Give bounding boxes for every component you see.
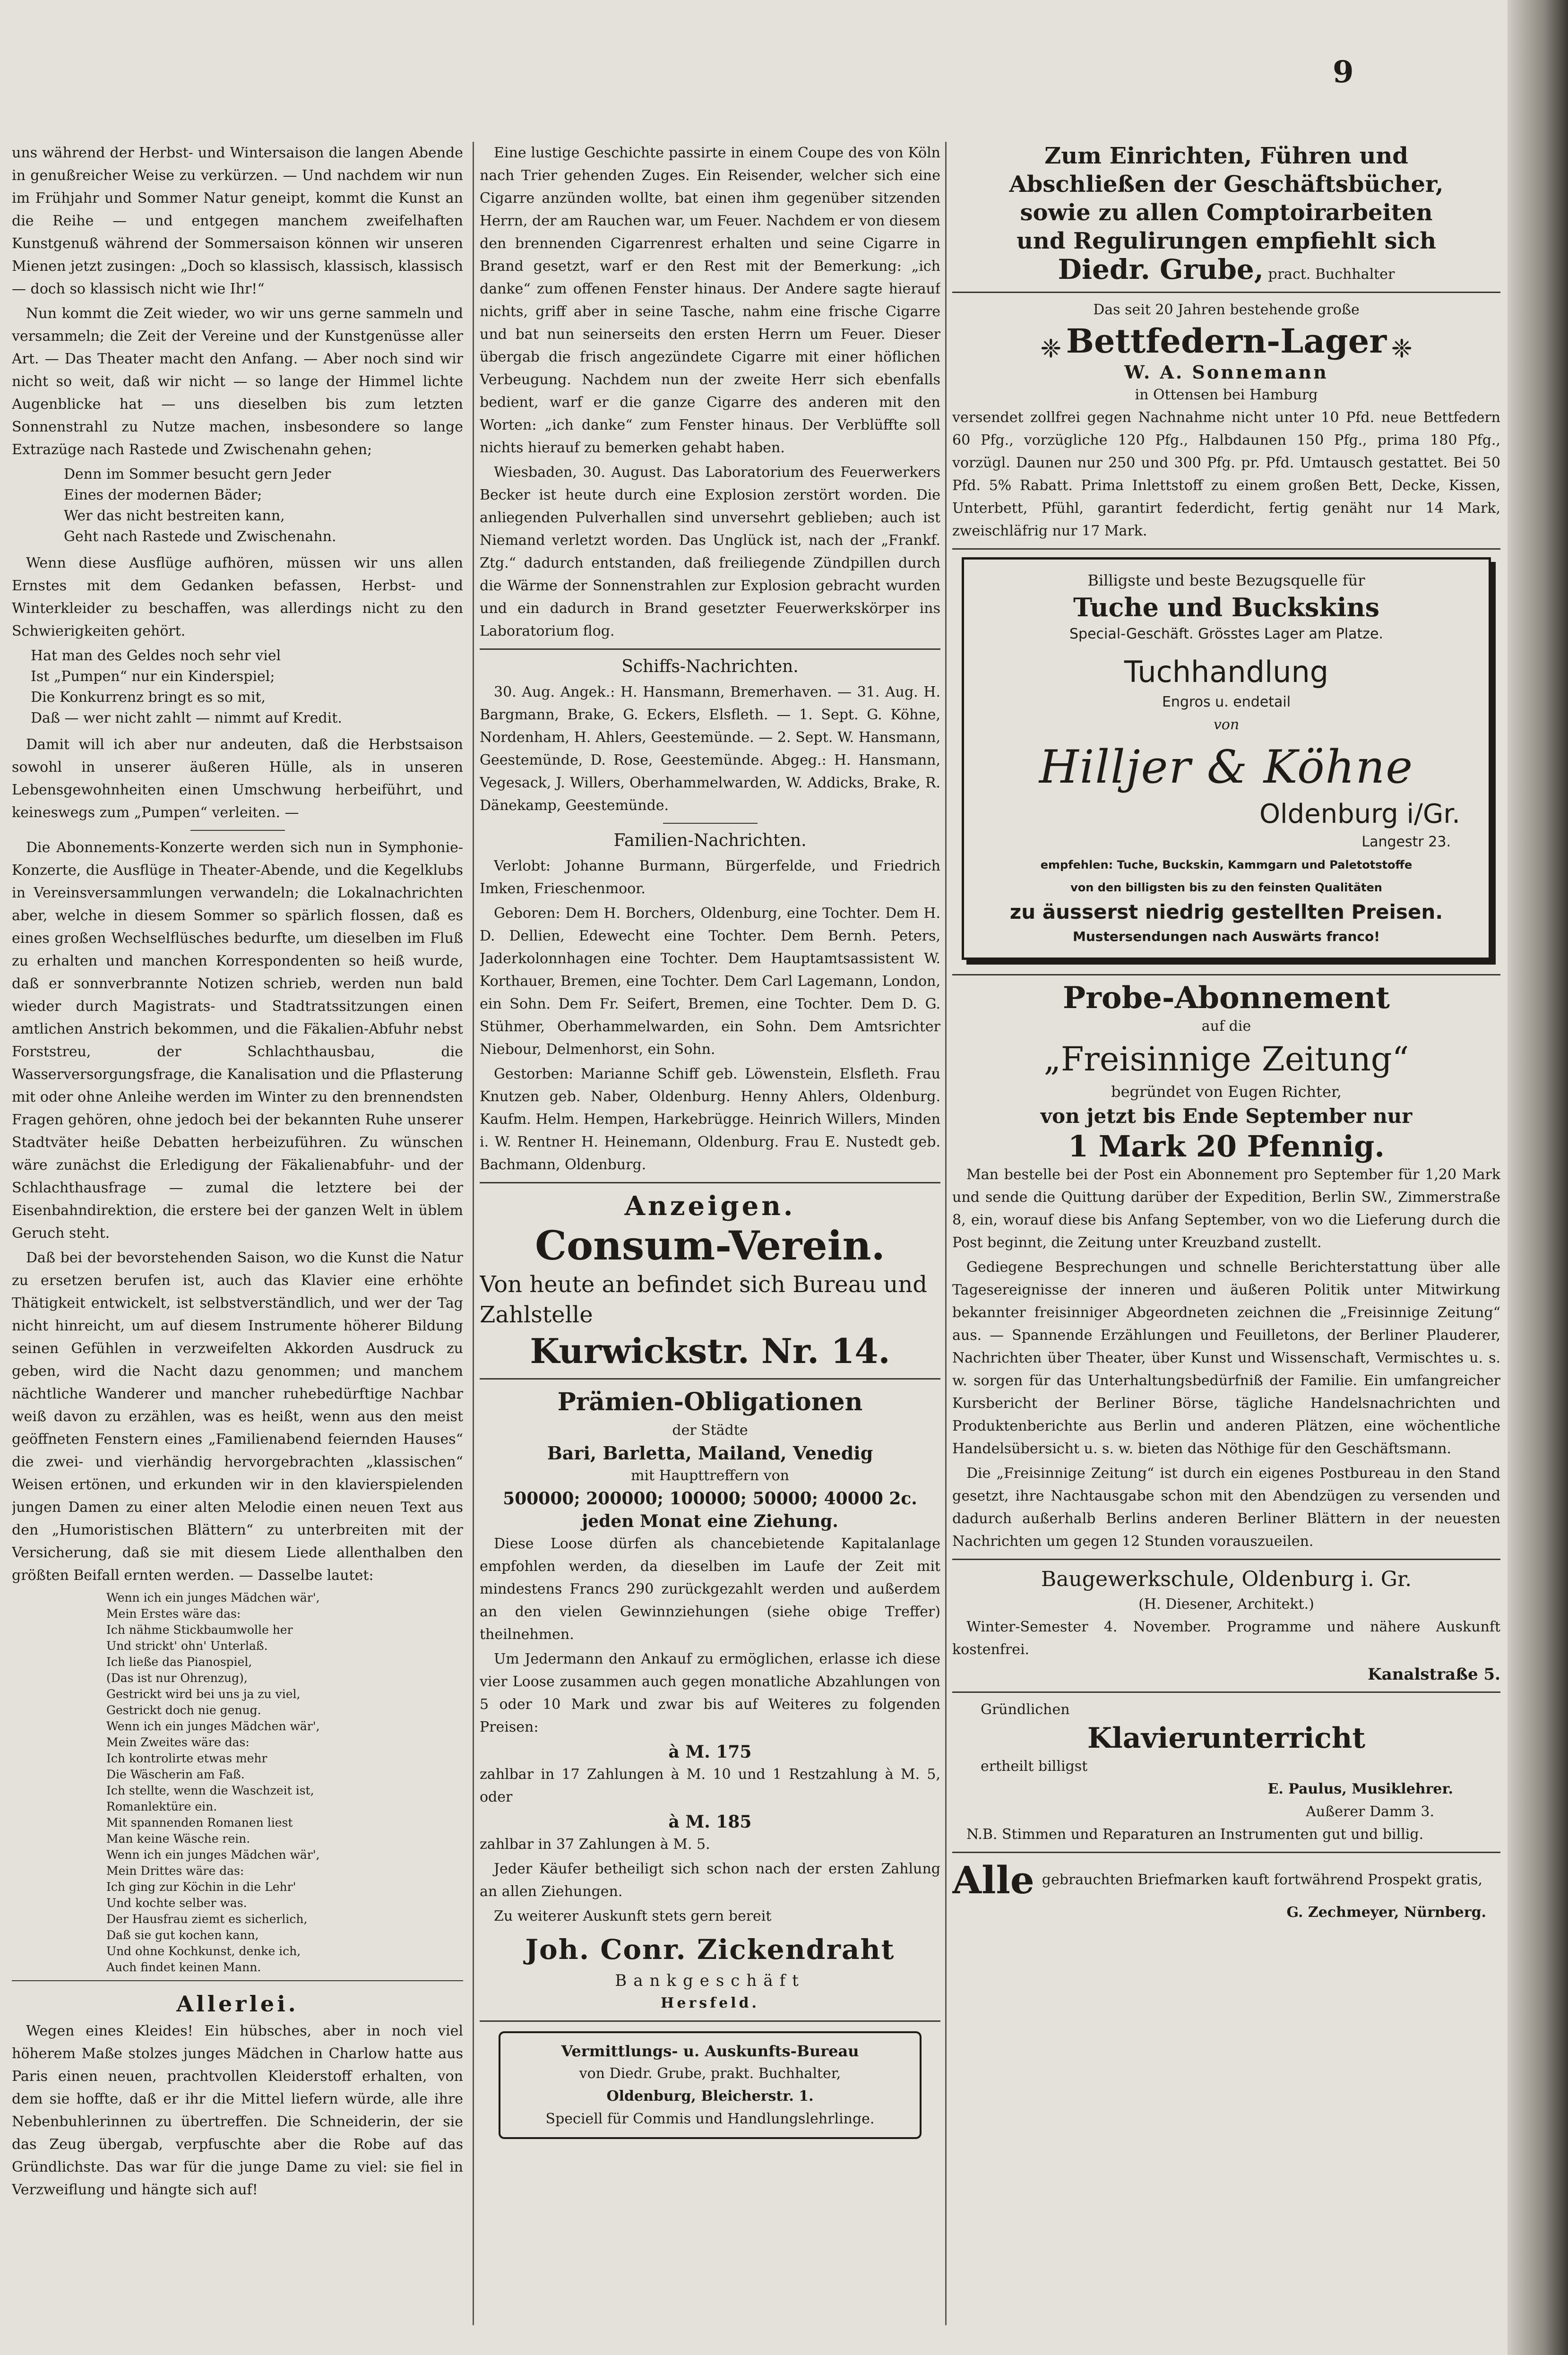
divider xyxy=(952,1852,1500,1853)
consum-text: Von heute an befindet sich Bureau und Zahlstelle xyxy=(480,1271,927,1328)
poem-line: Auch findet keinen Mann. xyxy=(106,1960,261,1974)
article-paragraph: Wiesbaden, 30. August. Das Laboratorium des Feuerwerkers Becker ist heute durch eine Explosion zerstört worden. Die anliegenden Pulverhallen sind unversehrt geblieben; auch ist Niemand verletzt worden. Das Unglück ist, nach der „Frankf. Ztg.“ dadurch entstanden, daß freiliegende Zündpillen durch die Wärme der Sonnenstrahlen zur Explosion gebracht wurden und ein dadurch in Brand gesetzter Feuerwerkskörper ins Laboratorium flog. xyxy=(480,464,940,639)
grube-line: Abschließen der Geschäftsbücher, xyxy=(1009,171,1444,198)
tuch-line: Mustersendungen nach Auswärts franco! xyxy=(1072,929,1380,944)
praemien-sub: der Städte xyxy=(672,1422,748,1439)
bank-city: Hersfeld. xyxy=(661,1995,759,2011)
brief-name: G. Zechmeyer, Nürnberg. xyxy=(1286,1904,1486,1921)
news-paragraph: Verlobt: Johanne Burmann, Bürgerfelde, und Friedrich Imken, Frieschenmoor. xyxy=(480,858,940,897)
divider xyxy=(663,823,758,824)
ad-paragraph: Zu weiterer Auskunft stets gern bereit xyxy=(494,1908,772,1924)
tuch-line: von xyxy=(1213,716,1240,733)
poem-line: Und strickt' ohn' Unterlaß. xyxy=(106,1639,268,1653)
column-1 xyxy=(12,142,463,2316)
bureau-title: Vermittlungs- u. Auskunfts-Bureau xyxy=(561,2042,859,2060)
poem-line: Mein Drittes wäre das: xyxy=(106,1864,244,1878)
news-paragraph: 30. Aug. Angek.: H. Hansmann, Bremerhaven. — 31. Aug. H. Bargmann, Brake, G. Eckers, Elsfleth. — 1. Sept. G. Köhne, Nordenham, H. Ahlers, Geestemünde. — 2. Sept. W. Hansmann, Geestemünde, D. Rose, Geestemünde. Abgeg.: H. Hansmann, Vegesack, J. Willers, Oberhammelwarden, W. Addicks, Brake, R. Dänekamp, Geestemünde. xyxy=(480,684,940,814)
section-heading-allerlei: Allerlei. xyxy=(176,1991,299,2017)
poem-line: Gestrickt doch nie genug. xyxy=(106,1703,261,1717)
probe-paper: „Freisinnige Zeitung“ xyxy=(1043,1040,1409,1078)
section-heading-schiffs: Schiffs-Nachrichten. xyxy=(621,657,799,676)
klavier-text: ertheilt billigst xyxy=(981,1758,1088,1775)
flourish-icon: ❈ xyxy=(1391,334,1413,363)
divider xyxy=(12,1980,463,1981)
bureau-ad-box xyxy=(499,2031,922,2139)
divider xyxy=(480,1378,940,1380)
tuch-line: von den billigsten bis zu den feinsten Qualitäten xyxy=(1070,881,1382,894)
tuch-line: Special-Geschäft. Grösstes Lager am Platze. xyxy=(1069,626,1383,642)
article-paragraph: uns während der Herbst- und Wintersaison die langen Abende in genußreicher Weise zu verkürzen. — Und nachdem wir nun im Frühjahr und Sommer Natur geneipt, kommt die Kunst an die Reihe — und entgegen manchem zweifelhaften Kunstgenuß während der Sommersaison können wir unseren Mienen jetzt zusingen: „Doch so klassisch, klassisch, klassisch — doch so klassisch nicht wie Ihr!“ xyxy=(12,145,463,297)
divider xyxy=(480,2020,940,2022)
grube-signature xyxy=(952,253,1500,286)
article-paragraph: Wegen eines Kleides! Ein hübsches, aber in noch viel höherem Maße stolzes junges Mädchen in Charlow hatte aus Paris einen neuen, prachtvollen Kleiderstoff erhalten, von dem sie hoffte, daß er ihr die Mittel liefern würde, alle ihre Nebenbuhlerinnen zu übertreffen. Die Schneiderin, der sie das Zeug übergab, verpfuschte aber die Robe auf das Gründlichste. Das war für die junge Dame zu viel: sie fiel in Verzweiflung und hängte sich auf! xyxy=(12,2023,463,2198)
klavier-title: Klavierunterricht xyxy=(1087,1722,1366,1755)
tuch-city: Oldenburg i/Gr. xyxy=(1259,799,1460,829)
bau-address: Kanalstraße 5. xyxy=(1368,1665,1500,1684)
consum-title: Consum-Verein. xyxy=(535,1222,885,1269)
consum-address: Kurwickstr. Nr. 14. xyxy=(530,1331,890,1371)
price-2: à M. 185 xyxy=(668,1812,752,1832)
divider xyxy=(190,830,285,831)
klavier-intro: Gründlichen xyxy=(981,1701,1070,1718)
tuch-line: Engros u. endetail xyxy=(1162,694,1291,710)
tuch-street: Langestr 23. xyxy=(1361,834,1451,850)
poem-line: Ich kontrolirte etwas mehr xyxy=(106,1751,267,1765)
bett-city: in Ottensen bei Hamburg xyxy=(1135,387,1318,403)
article-paragraph: Wenn diese Ausflüge aufhören, müssen wir uns allen Ernstes mit dem Gedanken befassen, Herbst- und Winterkleider zu beschaffen, was allerdings nicht zu den Schwierigkeiten gehört. xyxy=(12,555,463,639)
page-shadow xyxy=(1508,0,1568,2355)
price-1: à M. 175 xyxy=(668,1742,752,1762)
bett-firm: W. A. Sonnemann xyxy=(1124,362,1328,383)
ad-paragraph: versendet zollfrei gegen Nachnahme nicht unter 10 Pfd. neue Bettfedern 60 Pfg., vorzügliche 120 Pfg., Halbdaunen 150 Pfg., prima 180 Pfg., vorzügl. Daunen nur 250 und 300 Pfg. pr. Pfd. Umtausch gestattet. Bei 50 Pfd. 5% Rabatt. Prima Inlettstoff zu einem großen Bett, Decke, Kissen, Unterbett, Pfühl, garantirt federdicht, fertig genäht nur 14 Mark, zweischläfrig nur 17 Mark. xyxy=(952,409,1500,539)
poem-line: Romanlektüre ein. xyxy=(106,1800,217,1813)
article-paragraph: Nun kommt die Zeit wieder, wo wir uns gerne sammeln und versammeln; die Zeit der Vereine und der Kunstgenüsse aller Art. — Das Theater macht den Anfang. — Aber noch sind wir nicht so weit, daß wir nicht — so lange der Himmel lichte Augenblicke hat — uns dieselben bis zum letzten Sonnenstrahl zu Nutze machen, insbesondere so lange Extrazüge nach Rastede und Zwischenahn gehen; xyxy=(12,305,463,458)
klavier-address: Außerer Damm 3. xyxy=(1306,1803,1434,1820)
verse-block xyxy=(31,646,463,729)
column-2 xyxy=(480,142,940,2316)
tuch-line: empfehlen: Tuche, Buckskin, Kammgarn und Paletotstoffe xyxy=(1040,858,1413,871)
ad-paragraph: Gediegene Besprechungen und schnelle Berichterstattung über alle Tagesereignisse der inneren und äußeren Politik unter Mitwirkung bekannter freisinniger Abgeordneten zeichnen die „Freisinnige Zeitung“ aus. — Spannende Erzählungen und Feuilletons, der Berliner Plauderer, Nachrichten über Theater, über Kunst und Wissenschaft, Vermischtes u. s. w. sorgen für das Unterhaltungsbedürfniß der Familie. Ein umfangreicher Kursbericht der Berliner Börse, tägliche Handelsnachrichten und Produktenberichte aus Berlin und anderen Plätzen, eine wöchentliche Handelsübersicht u. s. w. bieten das Nöthige für den Geschäftsmann. xyxy=(952,1259,1500,1457)
ad-paragraph: Man bestelle bei der Post ein Abonnement pro September für 1,20 Mark und sende die Quittung darüber der Expedition, Berlin SW., Zimmerstraße 8, ein, worauf diese bis Anfang September, von wo die Lieferung durch die Post beginnt, die Zeitung unter Kreuzband zustellt. xyxy=(952,1166,1500,1251)
verse-line: Hat man des Geldes noch sehr viel xyxy=(31,647,281,664)
probe-founder: begründet von Eugen Richter, xyxy=(1111,1083,1342,1101)
column-rule xyxy=(473,142,474,2325)
tuch-line: zu äusserst niedrig gestellten Preisen. xyxy=(1009,900,1443,923)
poem-line: Mein Erstes wäre das: xyxy=(106,1607,241,1621)
poem-line: Ich ging zur Köchin in die Lehr' xyxy=(106,1880,296,1894)
brief-text: gebrauchten Briefmarken kauft fortwährend Prospekt gratis, xyxy=(1042,1872,1482,1888)
bureau-line: Oldenburg, Bleicherstr. 1. xyxy=(606,2088,814,2105)
divider xyxy=(952,1691,1500,1693)
poem-line: Daß sie gut kochen kann, xyxy=(106,1928,259,1942)
grube-line: und Regulirungen empfiehlt sich xyxy=(1017,228,1436,254)
divider xyxy=(952,548,1500,550)
column-rule xyxy=(945,142,947,2325)
bank-name: Joh. Conr. Zickendraht xyxy=(525,1933,895,1966)
poem-line: Ich nähme Stickbaumwolle her xyxy=(106,1623,293,1637)
divider xyxy=(952,292,1500,293)
section-heading-anzeigen: Anzeigen. xyxy=(624,1190,796,1222)
poem-block xyxy=(106,1590,463,1975)
grube-line: sowie zu allen Comptoirarbeiten xyxy=(1020,199,1433,226)
ad-paragraph: Die „Freisinnige Zeitung“ ist durch ein eigenes Postbureau in den Stand gesetzt, ihre Nachtausgabe schon mit den Abendzügen zu versenden und dadurch außerhalb Berlins anderen Berliner Blättern in der neuesten Nachrichten um gegen 12 Stunden vorauszueilen. xyxy=(952,1465,1500,1550)
verse-block xyxy=(64,464,463,547)
poem-line: Und kochte selber was. xyxy=(106,1896,247,1910)
verse-line: Geht nach Rastede und Zwischenahn. xyxy=(64,528,336,545)
verse-line: Daß — wer nicht zahlt — nimmt auf Kredit. xyxy=(31,710,342,726)
ad-paragraph: zahlbar in 17 Zahlungen à M. 10 und 1 Restzahlung à M. 5, oder xyxy=(480,1766,940,1805)
probe-price: 1 Mark 20 Pfennig. xyxy=(1068,1129,1385,1164)
divider xyxy=(952,974,1500,975)
grube-title: pract. Buchhalter xyxy=(1268,266,1395,283)
verse-line: Die Konkurrenz bringt es so mit, xyxy=(31,689,266,706)
news-paragraph: Gestorben: Marianne Schiff geb. Löwenstein, Elsfleth. Frau Knutzen geb. Naber, Oldenburg. Henny Ahlers, Oldenburg. Kaufm. Helm. Hempen, Harkebrügge. Heinrich Willers, Minden i. W. Rentner H. Heinemann, Oldenburg. Frau E. Nustedt geb. Bachmann, Oldenburg. xyxy=(480,1066,940,1173)
news-paragraph: Geboren: Dem H. Borchers, Oldenburg, eine Tochter. Dem H. D. Dellien, Edewecht eine Tochter. Dem Bernh. Peters, Jaderkolonnhagen eine Tochter. Dem Hauptamtsassistent W. Korthauer, Bremen, eine Tochter. Dem Carl Lagemann, London, ein Sohn. Dem Fr. Seifert, Bremen, eine Tochter. Dem D. G. Stühmer, Oberhammelwarden, ein Sohn. Dem Amtsrichter Niebour, Delmenhorst, ein Sohn. xyxy=(480,905,940,1058)
poem-line: Die Wäscherin am Faß. xyxy=(106,1768,245,1781)
tuch-ad-box xyxy=(962,557,1491,960)
flourish-icon: ❈ xyxy=(1040,334,1062,363)
verse-line: Denn im Sommer besucht gern Jeder xyxy=(64,466,331,483)
probe-title: Probe-Abonnement xyxy=(1063,980,1390,1016)
tuch-line: Tuche und Buckskins xyxy=(1073,592,1380,622)
ad-paragraph: Winter-Semester 4. November. Programme und nähere Auskunft kostenfrei. xyxy=(952,1619,1500,1658)
poem-line: Gestrickt wird bei uns ja zu viel, xyxy=(106,1687,301,1701)
grube-name: Diedr. Grube, xyxy=(1058,253,1264,285)
poem-line: Der Hausfrau ziemt es sicherlich, xyxy=(106,1912,308,1926)
poem-line: Ich ließe das Pianospiel, xyxy=(106,1655,252,1669)
poem-line: Wenn ich ein junges Mädchen wär', xyxy=(106,1591,320,1605)
article-paragraph: Daß bei der bevorstehenden Saison, wo die Kunst die Natur zu ersetzen berufen ist, auch das Klavier eine erhöhte Thätigkeit entwickelt, ist selbstverständlich, und wer der Tag nicht hinreicht, um auf diesem Instrumente höherer Bildung seinen Gefühlen in verzweifelten Akkorden Ausdruck zu geben, wird die Nacht dazu genommen; und manchem nächtliche Wanderer und mancher ruhebedürftige Nachbar weiß davon zu erzählen, was es heißt, wenn aus den meist geöffneten Fenstern eines „Familienabend feiernden Hauses“ die zwei- und vierhändig hervorgebrachten „klassischen“ Weisen ertönen, und erkunden wir in den klavierspielenden jungen Damen zu einer alten Melodie einen neuen Text aus den „Humoristischen Blättern“ zu unterbreiten mit der Versicherung, daß sie mit diesem Liede allenthalben den größten Beifall ernten werden. — Dasselbe lautet: xyxy=(12,1250,463,1584)
klavier-name: E. Paulus, Musiklehrer. xyxy=(1267,1781,1453,1797)
verse-line: Ist „Pumpen“ nur ein Kinderspiel; xyxy=(31,668,275,685)
bett-title-row xyxy=(952,321,1500,361)
divider xyxy=(952,1559,1500,1560)
page-number: 9 xyxy=(1333,54,1354,90)
bett-title: Bettfedern-Lager xyxy=(1066,321,1387,361)
praemien-title: Prämien-Obligationen xyxy=(557,1388,863,1416)
ad-paragraph: Diese Loose dürfen als chancebietende Kapitalanlage empfohlen werden, da dieselben im Laufe der Zeit mit mindestens Francs 290 zurückgezahlt werden und außerdem an den vielen Gewinnziehungen (siehe obige Treffer) theilnehmen. xyxy=(480,1535,940,1643)
article-paragraph: Die Abonnements-Konzerte werden sich nun in Symphonie-Konzerte, die Ausflüge in Theater-Abende, und die Kegelklubs in Vereinsversammlungen verwandeln; die Lokalnachrichten aber, welche in diesem Sommer so spärlich flossen, daß es eines großen Wechselflüsches bedurfte, um dieselben im Fluß zu erhalten und manchen Korrespondenten so heiß wurde, daß er sonnverbrannte Notizen schrieb, werden nun bald wieder durch Magistrats- und Stadtratssitzungen einen amtlichen Anstrich bekommen, und die Fäkalien-Abfuhr nebst Forststreu, der Schlachthausbau, die Wasserversorgungsfrage, die Kanalisation und die Pflasterung mit oder ohne Anleihe werden im Winter zu den brennendsten Fragen gehören, ohne jedoch bei der bekannten Ruhe unserer Stadtväter heiße Debatten herbeizuführen. Zu wünschen wäre zunächst die Erledigung der Fäkalienabfuhr- und der Schlachthausfrage — zumal die letztere bei der Eisenbahndirektion, die erstere bei der ganzen Welt in üblem Geruch steht. xyxy=(12,839,463,1242)
divider xyxy=(480,648,940,650)
tuch-line: Tuchhandlung xyxy=(1124,655,1329,689)
article-paragraph: Damit will ich aber nur andeuten, daß die Herbstsaison sowohl in unserer äußeren Hülle, als in unseren Lebensgewohnheiten einen Umschwung herbeiführt, und keineswegs zum „Pumpen“ verleiten. — xyxy=(12,736,463,821)
praemien-amounts: 500000; 200000; 100000; 50000; 40000 2c. xyxy=(503,1489,917,1509)
praemien-mit: mit Haupttreffern von xyxy=(630,1467,789,1484)
poem-line: Ich stellte, wenn die Waschzeit ist, xyxy=(106,1784,314,1797)
article-paragraph: Eine lustige Geschichte passirte in einem Coupe des von Köln nach Trier gehenden Zuges. Ein Reisender, welcher sich eine Cigarre anzünden wollte, bat einen ihm gegenüber sitzenden Herrn, der am Rauchen war, um Feuer. Nachdem er von diesem den brennenden Cigarrenrest erhalten und seine Cigarre in Brand gesetzt, warf er den Rest mit der Bemerkung: „ich danke“ zum offenen Fenster hinaus. Der Andere sagte hierauf nichts, griff aber in seine Tasche, nahm eine frische Cigarre und bat nun seinerseits den ersten Herrn um Feuer. Dieser übergab die frisch angezündete Cigarre mit einer höflichen Verbeugung. Nachdem nun der zweite Herr sich ebenfalls bedient, warf er die ganze Cigarre des anderen mit den Worten: „ich danke“ zum Fenster hinaus. Der Verblüffte soll nichts hierauf zu bemerken gehabt haben. xyxy=(480,145,940,456)
bett-intro: Das seit 20 Jahren bestehende große xyxy=(1093,302,1360,318)
bau-sub: (H. Diesener, Architekt.) xyxy=(1138,1596,1314,1613)
brief-alle: Alle xyxy=(952,1858,1034,1902)
praemien-monat: jeden Monat eine Ziehung. xyxy=(582,1511,838,1531)
poem-line: Wenn ich ein junges Mädchen wär', xyxy=(106,1848,320,1862)
probe-period: von jetzt bis Ende September nur xyxy=(1040,1104,1413,1128)
grube-line: Zum Einrichten, Führen und xyxy=(1044,143,1408,169)
tuch-line: Billigste und beste Bezugsquelle für xyxy=(1087,571,1365,589)
ad-paragraph: Jeder Käufer betheiligt sich schon nach der ersten Zahlung an allen Ziehungen. xyxy=(480,1861,940,1900)
poem-line: Mit spannenden Romanen liest xyxy=(106,1816,293,1829)
poem-line: (Das ist nur Ohrenzug), xyxy=(106,1671,248,1685)
poem-line: Man keine Wäsche rein. xyxy=(106,1832,250,1846)
bureau-line: von Diedr. Grube, prakt. Buchhalter, xyxy=(579,2065,841,2082)
poem-line: Wenn ich ein junges Mädchen wär', xyxy=(106,1719,320,1733)
ad-paragraph: N.B. Stimmen und Reparaturen an Instrumenten gut und billig. xyxy=(966,1826,1424,1843)
briefmarken-ad xyxy=(952,1859,1500,1901)
bank-type: Bankgeschäft xyxy=(615,1971,805,1990)
ad-paragraph: zahlbar in 37 Zahlungen à M. 5. xyxy=(480,1836,710,1853)
column-3 xyxy=(952,142,1500,2316)
divider xyxy=(480,1182,940,1183)
tuch-logo: Hilljer & Köhne xyxy=(1039,741,1414,794)
praemien-cities: Bari, Barletta, Mailand, Venedig xyxy=(547,1442,873,1464)
bureau-line: Speciell für Commis und Handlungslehrlinge. xyxy=(545,2111,875,2127)
poem-line: Mein Zweites wäre das: xyxy=(106,1735,250,1749)
ad-paragraph: Um Jedermann den Ankauf zu ermöglichen, erlasse ich diese vier Loose zusammen auch gegen monatliche Abzahlungen von 5 oder 10 Mark und zwar bis auf Weiteres zu folgenden Preisen: xyxy=(480,1651,940,1735)
section-heading-familien: Familien-Nachrichten. xyxy=(613,831,807,850)
verse-line: Eines der modernen Bäder; xyxy=(64,487,262,503)
poem-line: Und ohne Kochkunst, denke ich, xyxy=(106,1944,301,1958)
probe-auf: auf die xyxy=(1201,1018,1251,1035)
bau-title: Baugewerkschule, Oldenburg i. Gr. xyxy=(1041,1567,1412,1591)
verse-line: Wer das nicht bestreiten kann, xyxy=(64,508,285,524)
